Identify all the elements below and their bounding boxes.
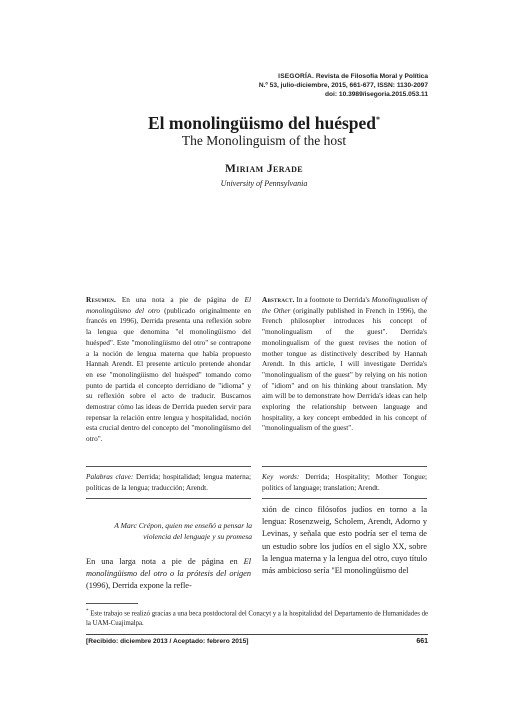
- article-title-english: The Monolinguism of the host: [181, 132, 347, 148]
- body-text-left: [86, 556, 251, 593]
- title-text: El monolingüismo del huésped: [147, 112, 377, 133]
- title-block: [80, 110, 448, 188]
- page-number: 661: [416, 638, 428, 645]
- keywords-rule-right: [262, 466, 427, 467]
- abstract-text-1: En una nota a pie de página de: [116, 295, 245, 304]
- abstract-english: [262, 295, 427, 434]
- journal-name: ISEGORÍA.: [278, 73, 315, 80]
- abstract-en-text-1: In a footnote to Derrida's: [294, 295, 372, 304]
- keywords-rule-left: [86, 466, 251, 467]
- title-footnote-mark: *: [376, 115, 381, 124]
- keywords-en-text: Derrida; Hospitality; Mother Tongue; politics of language; translation; Arendt.: [262, 472, 427, 492]
- footer-rule: [86, 634, 428, 635]
- keywords-label-en: Key words:: [262, 472, 300, 481]
- abstract-spanish: [86, 295, 251, 445]
- journal-subtitle: Revista de Filosofía Moral y Política: [314, 73, 428, 80]
- section-rule-left: [86, 498, 251, 499]
- abstract-label-en: Abstract.: [262, 295, 295, 304]
- section-rule-right: [262, 498, 427, 499]
- abstract-text-2: (publicado originalmente en francés en 1996), Derrida presenta una reflexión sobre la lengua que denomina "el monolingüismo del huésped". Este "monolingüismo del otro" se contrapone a la noción de lengua materna que había propuesto Hannah Arendt. El presente artículo pretende ahondar en ese "monolingüismo del huésped" tomando como punto de partida el concepto derridiano de "idioma" y su reflexión sobre el acto de traducir. Buscamos demostrar cómo las ideas de Derrida pueden servir para repensar la relación entre lengua y hospitalidad, noción esta crucial dentro del concepto del "monolingüismo del otro".: [86, 305, 251, 444]
- journal-line-2: N.º 53, julio-diciembre, 2015, 661-677, ISSN: 1130-2097: [258, 82, 428, 89]
- epigraph: A Marc Crépon, quien me enseñó a pensar la violencia del lenguaje y su promesa: [114, 521, 252, 541]
- abstract-en-book-title: Monolingualism of the Other: [262, 295, 427, 315]
- author-name: Miriam Jerade: [224, 162, 303, 175]
- abstract-en-text-2: (originally published in French in 1996), the French philosopher introduces his concept of "monolingualism of the guest". Derrida's monolingualism of the guest revises the notion of mother tongue as distinctively described by Hannah Arendt. In this article, I will investigate Derrida's "monolingualism of the guest" by relying on his notion of "idiom" and on his thinking about translation. My aim will be to demonstrate how Derrida's ideas can help exploring the relationship between language and hospitality, a key concept embedded in his concept of "monolingualism of the guest".: [262, 305, 428, 433]
- footnote: [86, 607, 428, 628]
- keywords-label: Palabras clave:: [86, 472, 134, 481]
- body-text-1: En una larga nota a pie de página en: [86, 557, 244, 566]
- footnote-mark: *: [86, 609, 89, 614]
- body-text-2: (1996), Derrida expone la refle-: [86, 581, 192, 591]
- journal-citation: [259, 72, 428, 99]
- footnote-text: Este trabajo se realizó gracias a una beca postdoctoral del Conacyt y a la hospitalidad del Departamento de Humanidades de la UAM-Cuajimalpa.: [86, 610, 428, 627]
- abstract-book-title: El monolingüismo del otro: [86, 295, 251, 315]
- footnote-rule: [86, 603, 138, 604]
- journal-doi: doi: 10.3989/isegoria.2015.053.11: [324, 91, 428, 98]
- keywords-english: [262, 472, 427, 493]
- article-title: [80, 110, 448, 133]
- keywords-text: Derrida; hospitalidad; lengua materna; políticas de la lengua; traducción; Arendt.: [86, 472, 252, 492]
- body-text-right: xión de cinco filósofos judíos en torno a la lengua: Rosenzweig, Scholem, Arendt, Adorno y Levinas, y señala que esto podría ser el tema de un estudio sobre los judíos en el siglo XX, sobre la lengua materna y la lengua del otro, cuyo título más ambicioso sería "El monolingüismo del: [262, 505, 427, 576]
- author-affiliation: University of Pennsylvania: [220, 178, 308, 188]
- body-book-title: El monolingüismo del otro o la prótesis del origen: [86, 557, 251, 579]
- abstract-label: Resumen.: [86, 295, 117, 304]
- keywords-spanish: [86, 472, 251, 493]
- journal-line-1: [259, 72, 428, 81]
- received-accepted-dates: [Recibido: diciembre 2013 / Aceptado: febrero 2015]: [86, 638, 249, 645]
